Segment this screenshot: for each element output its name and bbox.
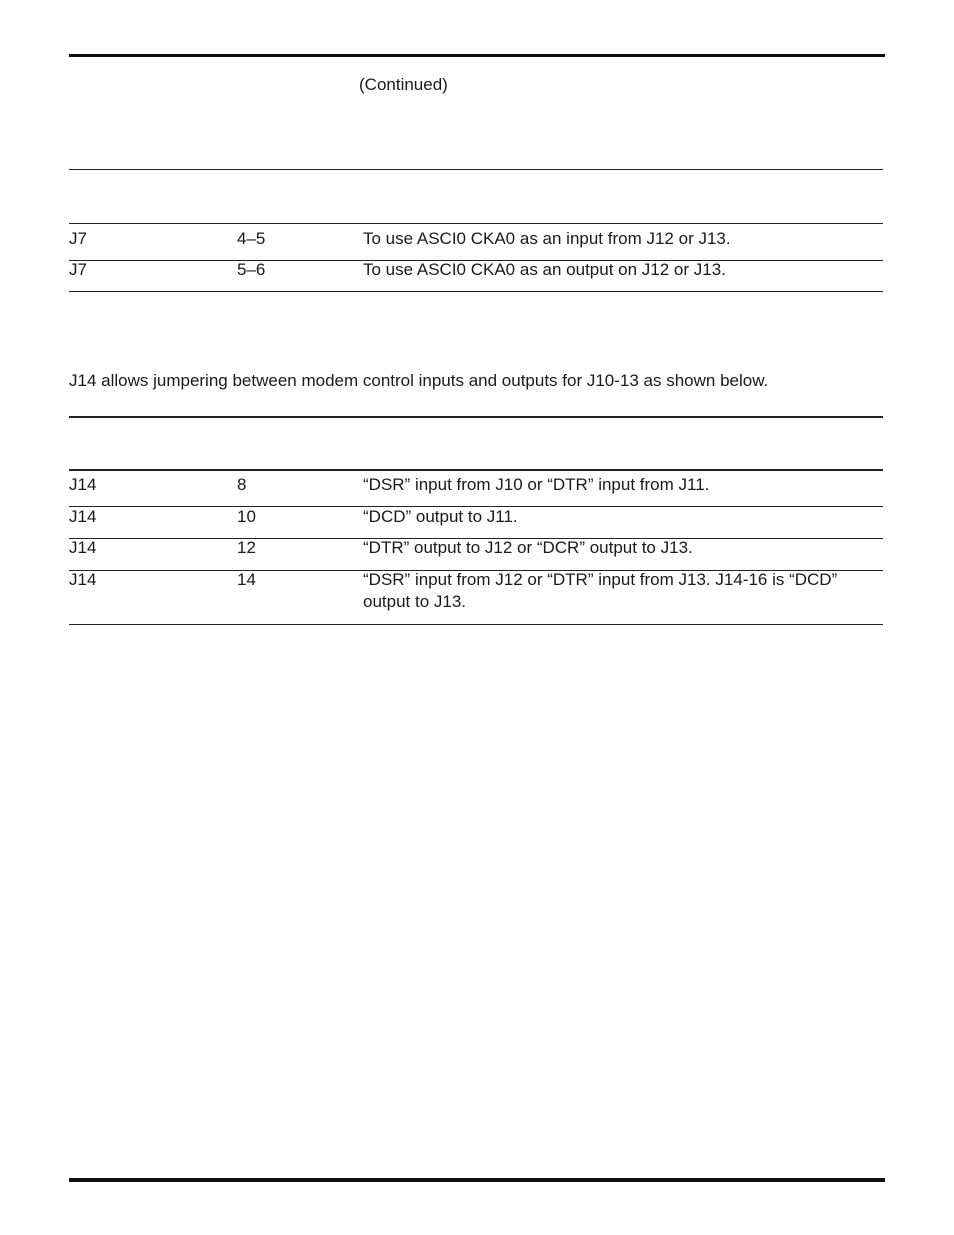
pins-cell: 10 bbox=[237, 507, 256, 526]
header-cell: J7 bbox=[69, 229, 87, 248]
pins-cell: 4–5 bbox=[237, 229, 266, 248]
pins-cell: 8 bbox=[237, 475, 247, 494]
description-cell: To use ASCI0 CKA0 as an input from J12 or J13. bbox=[363, 229, 731, 248]
description-cell: “DSR” input from J10 or “DTR” input from J11. bbox=[363, 475, 710, 494]
table1-header-rule bbox=[69, 223, 883, 224]
intro-paragraph: J14 allows jumpering between modem control inputs and outputs for J10-13 as shown below. bbox=[69, 371, 769, 390]
table1-bottom-rule bbox=[69, 291, 883, 292]
pins-cell: 14 bbox=[237, 570, 256, 589]
pins-cell: 5–6 bbox=[237, 260, 266, 279]
header-cell: J7 bbox=[69, 260, 87, 279]
pins-cell: 12 bbox=[237, 538, 256, 557]
table1-top-rule bbox=[69, 169, 883, 170]
table2-header-rule bbox=[69, 469, 883, 471]
header-cell: J14 bbox=[69, 507, 97, 526]
header-cell: J14 bbox=[69, 475, 97, 494]
description-cell: “DSR” input from J12 or “DTR” input from J13. J14-16 is “DCD” output to J13. bbox=[363, 570, 838, 611]
continued-label: (Continued) bbox=[359, 75, 448, 94]
header-cell: J14 bbox=[69, 570, 97, 589]
bottom-rule bbox=[69, 1178, 885, 1182]
description-cell: “DCD” output to J11. bbox=[363, 507, 518, 526]
table2-bottom-rule bbox=[69, 624, 883, 625]
description-cell: To use ASCI0 CKA0 as an output on J12 or J13. bbox=[363, 260, 726, 279]
header-cell: J14 bbox=[69, 538, 97, 557]
table2-top-rule bbox=[69, 416, 883, 418]
top-rule bbox=[69, 54, 885, 57]
description-cell: “DTR” output to J12 or “DCR” output to J13. bbox=[363, 538, 693, 557]
